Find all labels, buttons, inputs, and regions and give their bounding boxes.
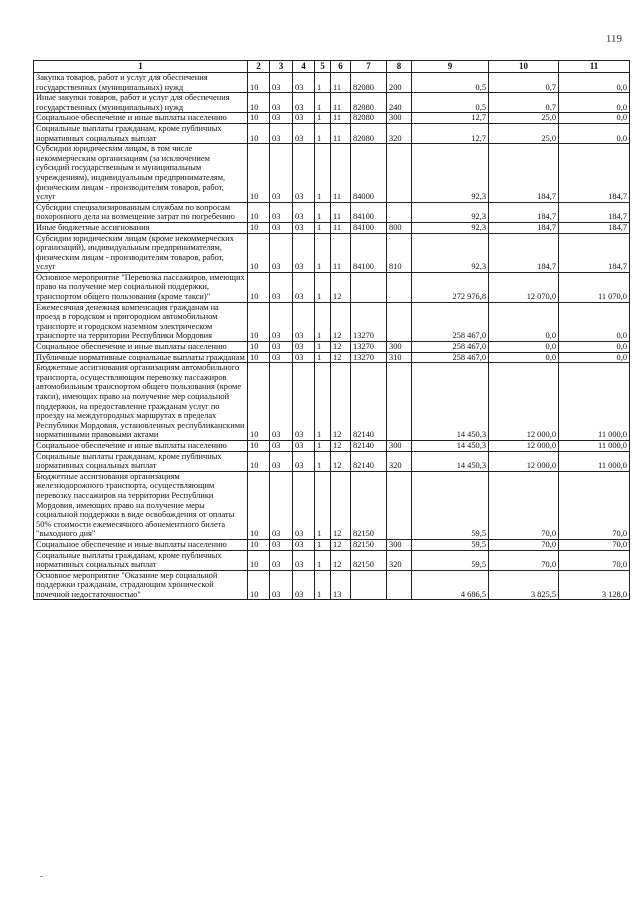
- cell-event: 11: [331, 233, 351, 272]
- cell-subprogram: 1: [315, 272, 331, 302]
- cell-amount-year1: 272 976,8: [412, 272, 489, 302]
- cell-subprogram: 1: [315, 233, 331, 272]
- cell-subprogram: 1: [315, 570, 331, 600]
- cell-amount-year3: 11 000,0: [559, 363, 630, 441]
- cell-subsection: 03: [270, 363, 293, 441]
- cell-program: 03: [293, 73, 315, 93]
- cell-amount-year1: 258 467,0: [412, 342, 489, 353]
- cell-amount-year1: 12,7: [412, 113, 489, 124]
- cell-section: 10: [248, 471, 270, 539]
- cell-event: 12: [331, 539, 351, 550]
- cell-amount-year3: 3 128,0: [559, 570, 630, 600]
- cell-direction: [351, 570, 387, 600]
- table-row: [34, 440, 630, 451]
- cell-amount-year2: 184,7: [489, 202, 559, 222]
- cell-amount-year2: 0,7: [489, 73, 559, 93]
- cell-event: 11: [331, 113, 351, 124]
- cell-subprogram: 1: [315, 202, 331, 222]
- cell-subsection: 03: [270, 222, 293, 233]
- cell-subprogram: 1: [315, 363, 331, 441]
- cell-amount-year2: 70,0: [489, 539, 559, 550]
- cell-amount-year2: 12 000,0: [489, 363, 559, 441]
- cell-expense-type: 300: [387, 113, 412, 124]
- cell-direction: 82150: [351, 471, 387, 539]
- column-header: 6: [331, 61, 351, 73]
- row-description: Субсидии юридическим лицам, в том числе некоммерческим организациям (за исключением субсидий государственным и муниципальным учреждениям), индивидуальным предпринимателям, физическим лицам - производителям товаров, работ, услуг: [34, 144, 248, 203]
- row-description: Закупка товаров, работ и услуг для обеспечения государственных (муниципальных) нужд: [34, 73, 248, 93]
- cell-subprogram: 1: [315, 123, 331, 143]
- column-header: 5: [315, 61, 331, 73]
- cell-subprogram: 1: [315, 539, 331, 550]
- cell-program: 03: [293, 363, 315, 441]
- cell-amount-year2: 184,7: [489, 233, 559, 272]
- cell-amount-year3: 0,0: [559, 302, 630, 341]
- cell-subsection: 03: [270, 202, 293, 222]
- cell-amount-year1: 14 450,3: [412, 440, 489, 451]
- cell-expense-type: 320: [387, 550, 412, 570]
- row-description: Социальные выплаты гражданам, кроме публичных нормативных социальных выплат: [34, 123, 248, 143]
- cell-amount-year3: 70,0: [559, 471, 630, 539]
- cell-subprogram: 1: [315, 440, 331, 451]
- cell-amount-year1: 258 467,0: [412, 352, 489, 363]
- cell-expense-type: [387, 471, 412, 539]
- cell-expense-type: 300: [387, 440, 412, 451]
- cell-subsection: 03: [270, 570, 293, 600]
- cell-expense-type: [387, 272, 412, 302]
- cell-subprogram: 1: [315, 352, 331, 363]
- cell-amount-year2: 25,0: [489, 123, 559, 143]
- cell-event: 11: [331, 73, 351, 93]
- cell-subprogram: 1: [315, 144, 331, 203]
- cell-amount-year1: 258 467,0: [412, 302, 489, 341]
- cell-amount-year1: 59,5: [412, 550, 489, 570]
- cell-program: 03: [293, 93, 315, 113]
- row-description: Социальное обеспечение и иные выплаты населению: [34, 539, 248, 550]
- cell-amount-year2: 70,0: [489, 471, 559, 539]
- table-row: [34, 233, 630, 272]
- cell-amount-year3: 70,0: [559, 539, 630, 550]
- row-description: Иные закупки товаров, работ и услуг для обеспечения государственных (муниципальных) нужд: [34, 93, 248, 113]
- cell-expense-type: [387, 570, 412, 600]
- cell-subsection: 03: [270, 550, 293, 570]
- table-row: [34, 451, 630, 471]
- cell-section: 10: [248, 123, 270, 143]
- row-description: Социальное обеспечение и иные выплаты населению: [34, 440, 248, 451]
- table-row: [34, 570, 630, 600]
- column-header: 7: [351, 61, 387, 73]
- cell-event: 12: [331, 363, 351, 441]
- cell-event: 12: [331, 550, 351, 570]
- cell-direction: 13270: [351, 302, 387, 341]
- cell-subsection: 03: [270, 144, 293, 203]
- cell-section: 10: [248, 352, 270, 363]
- cell-program: 03: [293, 440, 315, 451]
- cell-expense-type: [387, 302, 412, 341]
- cell-direction: 82150: [351, 550, 387, 570]
- cell-program: 03: [293, 550, 315, 570]
- cell-direction: [351, 272, 387, 302]
- cell-program: 03: [293, 570, 315, 600]
- cell-amount-year2: 70,0: [489, 550, 559, 570]
- cell-amount-year3: 0,0: [559, 93, 630, 113]
- cell-amount-year3: 184,7: [559, 233, 630, 272]
- cell-expense-type: [387, 144, 412, 203]
- column-header: 8: [387, 61, 412, 73]
- cell-subsection: 03: [270, 233, 293, 272]
- table-row: [34, 342, 630, 353]
- cell-event: 11: [331, 202, 351, 222]
- cell-event: 12: [331, 471, 351, 539]
- cell-program: 03: [293, 233, 315, 272]
- cell-subprogram: 1: [315, 550, 331, 570]
- cell-program: 03: [293, 302, 315, 341]
- cell-amount-year2: 0,7: [489, 93, 559, 113]
- cell-expense-type: 310: [387, 352, 412, 363]
- cell-section: 10: [248, 272, 270, 302]
- cell-amount-year3: 184,7: [559, 222, 630, 233]
- cell-direction: 82080: [351, 123, 387, 143]
- budget-table: [33, 60, 630, 600]
- cell-expense-type: 320: [387, 123, 412, 143]
- table-row: [34, 123, 630, 143]
- cell-direction: 82080: [351, 113, 387, 124]
- cell-subprogram: 1: [315, 342, 331, 353]
- cell-subsection: 03: [270, 73, 293, 93]
- cell-section: 10: [248, 222, 270, 233]
- table-row: [34, 352, 630, 363]
- column-header: 3: [270, 61, 293, 73]
- cell-program: 03: [293, 113, 315, 124]
- table-row: [34, 272, 630, 302]
- cell-subsection: 03: [270, 123, 293, 143]
- cell-section: 10: [248, 73, 270, 93]
- cell-event: 12: [331, 440, 351, 451]
- cell-amount-year1: 4 686,5: [412, 570, 489, 600]
- cell-subprogram: 1: [315, 222, 331, 233]
- cell-direction: 82140: [351, 440, 387, 451]
- cell-direction: 84000: [351, 144, 387, 203]
- cell-event: 12: [331, 302, 351, 341]
- cell-direction: 84100: [351, 233, 387, 272]
- cell-expense-type: 800: [387, 222, 412, 233]
- cell-subsection: 03: [270, 93, 293, 113]
- cell-expense-type: 300: [387, 342, 412, 353]
- row-description: Субсидии юридическим лицам (кроме некоммерческих организаций), индивидуальным предпринимателям, физическим лицам - производителям товаров, работ, услуг: [34, 233, 248, 272]
- scan-mark: [40, 876, 43, 877]
- cell-amount-year1: 0,5: [412, 73, 489, 93]
- cell-amount-year3: 11 070,0: [559, 272, 630, 302]
- column-header: 9: [412, 61, 489, 73]
- cell-event: 11: [331, 123, 351, 143]
- cell-subprogram: 1: [315, 113, 331, 124]
- cell-expense-type: 810: [387, 233, 412, 272]
- cell-amount-year2: 12 000,0: [489, 451, 559, 471]
- cell-amount-year3: 0,0: [559, 352, 630, 363]
- table-row: [34, 550, 630, 570]
- cell-amount-year3: 11 000,0: [559, 440, 630, 451]
- table-row: [34, 144, 630, 203]
- row-description: Социальные выплаты гражданам, кроме публичных нормативных социальных выплат: [34, 550, 248, 570]
- row-description: Бюджетные ассигнования организациям автомобильного транспорта, осуществляющим перевозку пассажиров автомобильным транспортом общего пользования (кроме такси), имеющих право на получение мер социальной поддержки, на предоставление гражданам услуг по проезду на междугородных маршрутах в пределах Республики Мордовия, установленных республиканскими нормативными правовыми актами: [34, 363, 248, 441]
- cell-direction: 84100: [351, 202, 387, 222]
- cell-amount-year1: 92,3: [412, 233, 489, 272]
- cell-expense-type: 300: [387, 539, 412, 550]
- cell-amount-year2: 25,0: [489, 113, 559, 124]
- cell-program: 03: [293, 342, 315, 353]
- table-row: [34, 222, 630, 233]
- cell-amount-year1: 92,3: [412, 144, 489, 203]
- row-description: Субсидии специализированным службам по вопросам похоронного дела на возмещение затрат по погребению: [34, 202, 248, 222]
- row-description: Основное мероприятие "Перевозка пассажиров, имеющих право на получение мер социальной поддержки, транспортом общего пользования (кроме такси)": [34, 272, 248, 302]
- row-description: Ежемесячная денежная компенсация гражданам на проезд в городском и пригородном автомобильном транспорте и городском наземном электрическом транспорте на территории Республики Мордовия: [34, 302, 248, 341]
- cell-expense-type: 240: [387, 93, 412, 113]
- cell-section: 10: [248, 539, 270, 550]
- cell-amount-year3: 0,0: [559, 342, 630, 353]
- cell-program: 03: [293, 451, 315, 471]
- cell-program: 03: [293, 123, 315, 143]
- cell-expense-type: 200: [387, 73, 412, 93]
- cell-amount-year3: 0,0: [559, 113, 630, 124]
- row-description: Иные бюджетные ассигнования: [34, 222, 248, 233]
- cell-section: 10: [248, 570, 270, 600]
- cell-subprogram: 1: [315, 73, 331, 93]
- cell-program: 03: [293, 144, 315, 203]
- cell-amount-year3: 11 000,0: [559, 451, 630, 471]
- cell-amount-year1: 14 450,3: [412, 451, 489, 471]
- cell-direction: 82140: [351, 363, 387, 441]
- cell-section: 10: [248, 550, 270, 570]
- cell-expense-type: 320: [387, 451, 412, 471]
- cell-section: 10: [248, 302, 270, 341]
- cell-amount-year2: 0,0: [489, 352, 559, 363]
- cell-amount-year2: 184,7: [489, 144, 559, 203]
- cell-amount-year2: 3 825,5: [489, 570, 559, 600]
- page-number: 119: [605, 33, 622, 45]
- cell-expense-type: [387, 202, 412, 222]
- cell-subsection: 03: [270, 272, 293, 302]
- cell-amount-year1: 92,3: [412, 222, 489, 233]
- column-header: 2: [248, 61, 270, 73]
- cell-subsection: 03: [270, 440, 293, 451]
- cell-amount-year1: 12,7: [412, 123, 489, 143]
- table-body: [34, 73, 630, 600]
- cell-program: 03: [293, 272, 315, 302]
- cell-amount-year1: 59,5: [412, 471, 489, 539]
- cell-amount-year3: 0,0: [559, 73, 630, 93]
- cell-program: 03: [293, 352, 315, 363]
- cell-section: 10: [248, 93, 270, 113]
- row-description: Основное мероприятие "Оказание мер социальной поддержки гражданам, страдающим хронической почечной недостаточностью": [34, 570, 248, 600]
- column-header: 1: [34, 61, 248, 73]
- cell-amount-year1: 0,5: [412, 93, 489, 113]
- row-description: Публичные нормативные социальные выплаты гражданам: [34, 352, 248, 363]
- cell-amount-year3: 0,0: [559, 123, 630, 143]
- cell-event: 12: [331, 342, 351, 353]
- cell-event: 12: [331, 451, 351, 471]
- cell-program: 03: [293, 202, 315, 222]
- cell-program: 03: [293, 222, 315, 233]
- column-header: 11: [559, 61, 630, 73]
- cell-subsection: 03: [270, 471, 293, 539]
- cell-direction: 13270: [351, 352, 387, 363]
- cell-subsection: 03: [270, 302, 293, 341]
- cell-subsection: 03: [270, 352, 293, 363]
- cell-event: 12: [331, 352, 351, 363]
- cell-event: 11: [331, 93, 351, 113]
- row-description: Социальные выплаты гражданам, кроме публичных нормативных социальных выплат: [34, 451, 248, 471]
- cell-amount-year1: 92,3: [412, 202, 489, 222]
- cell-section: 10: [248, 342, 270, 353]
- table-row: [34, 93, 630, 113]
- cell-event: 11: [331, 222, 351, 233]
- cell-event: 12: [331, 272, 351, 302]
- cell-amount-year1: 14 450,3: [412, 363, 489, 441]
- row-description: Социальное обеспечение и иные выплаты населению: [34, 342, 248, 353]
- cell-amount-year2: 12 070,0: [489, 272, 559, 302]
- cell-program: 03: [293, 539, 315, 550]
- cell-section: 10: [248, 202, 270, 222]
- cell-section: 10: [248, 144, 270, 203]
- cell-direction: 82140: [351, 451, 387, 471]
- cell-expense-type: [387, 363, 412, 441]
- header-row: [34, 61, 630, 73]
- cell-section: 10: [248, 440, 270, 451]
- cell-program: 03: [293, 471, 315, 539]
- table-row: [34, 113, 630, 124]
- cell-amount-year2: 12 000,0: [489, 440, 559, 451]
- cell-amount-year2: 0,0: [489, 342, 559, 353]
- cell-amount-year1: 59,5: [412, 539, 489, 550]
- table-row: [34, 73, 630, 93]
- table-row: [34, 539, 630, 550]
- cell-subsection: 03: [270, 113, 293, 124]
- table-row: [34, 363, 630, 441]
- cell-direction: 82150: [351, 539, 387, 550]
- cell-amount-year3: 184,7: [559, 144, 630, 203]
- column-header: 10: [489, 61, 559, 73]
- cell-amount-year2: 184,7: [489, 222, 559, 233]
- table-row: [34, 202, 630, 222]
- cell-event: 13: [331, 570, 351, 600]
- cell-subsection: 03: [270, 342, 293, 353]
- cell-subprogram: 1: [315, 302, 331, 341]
- row-description: Бюджетные ассигнования организациям железнодорожного транспорта, осуществляющим перевозку пассажиров на территории Республики Мордовия, имеющих право на получение меры социальной поддержки в виде освобождения от оплаты 50% стоимости ежемесячного абонементного билета "выходного дня": [34, 471, 248, 539]
- cell-direction: 82080: [351, 73, 387, 93]
- cell-section: 10: [248, 113, 270, 124]
- cell-subprogram: 1: [315, 93, 331, 113]
- cell-section: 10: [248, 233, 270, 272]
- cell-amount-year2: 0,0: [489, 302, 559, 341]
- cell-subprogram: 1: [315, 471, 331, 539]
- cell-amount-year3: 184,7: [559, 202, 630, 222]
- cell-direction: 13270: [351, 342, 387, 353]
- column-header: 4: [293, 61, 315, 73]
- cell-direction: 84100: [351, 222, 387, 233]
- table-row: [34, 302, 630, 341]
- cell-subprogram: 1: [315, 451, 331, 471]
- cell-subsection: 03: [270, 539, 293, 550]
- cell-direction: 82080: [351, 93, 387, 113]
- cell-amount-year3: 70,0: [559, 550, 630, 570]
- row-description: Социальное обеспечение и иные выплаты населению: [34, 113, 248, 124]
- table-row: [34, 471, 630, 539]
- cell-section: 10: [248, 363, 270, 441]
- cell-subsection: 03: [270, 451, 293, 471]
- cell-section: 10: [248, 451, 270, 471]
- cell-event: 11: [331, 144, 351, 203]
